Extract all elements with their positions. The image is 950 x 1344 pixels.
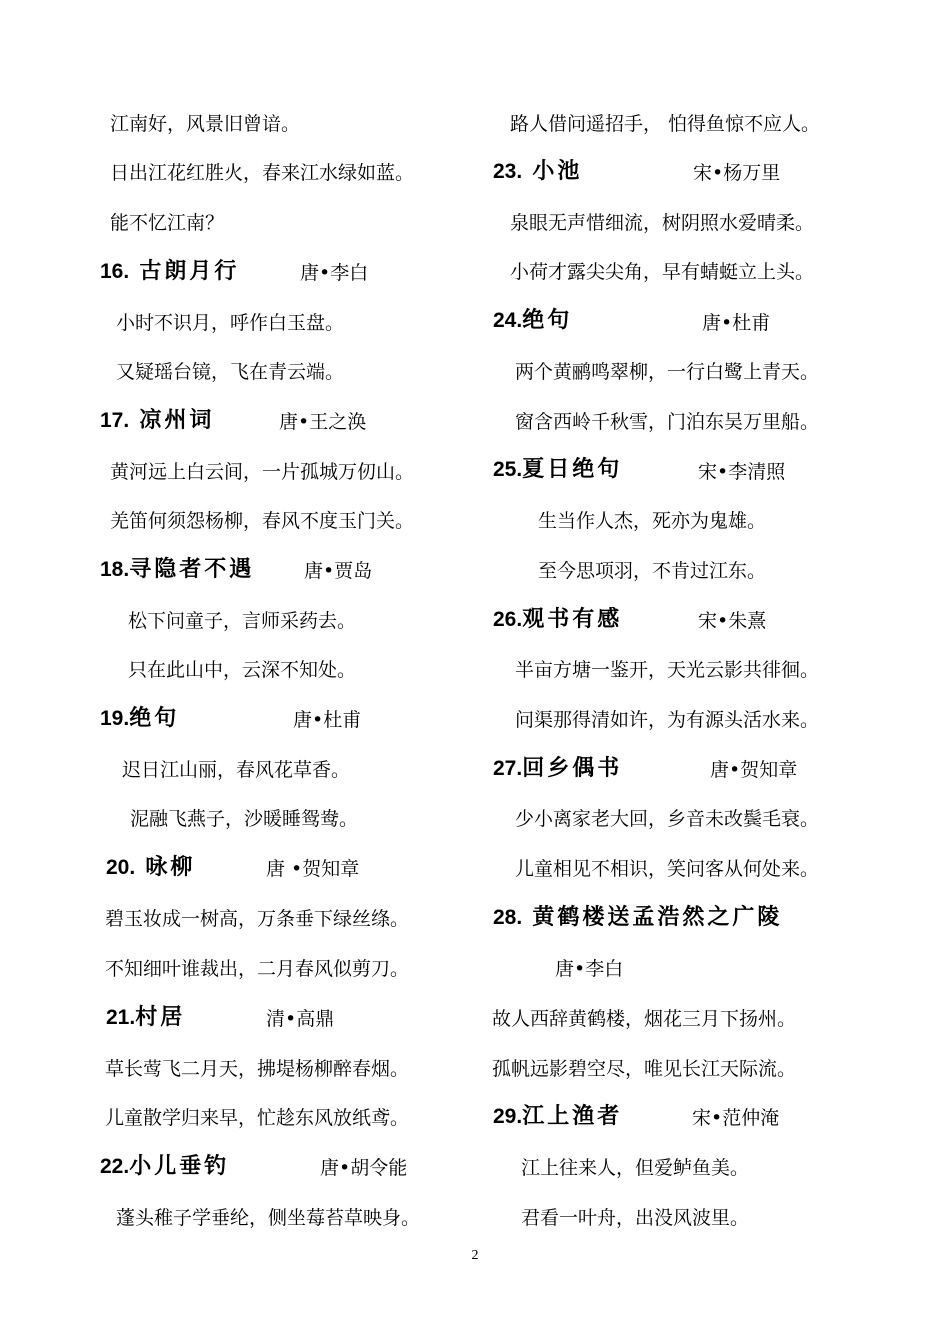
- poem-author: 清•高鼎: [266, 1008, 335, 1030]
- poem-number: 16.: [100, 260, 130, 283]
- poem-title: [493, 1102, 622, 1132]
- poem-title: [106, 1003, 185, 1033]
- poem-name: 咏柳: [145, 854, 196, 880]
- poem-name: 江上渔者: [522, 1103, 623, 1129]
- poem-line: 君看一叶舟，出没风波里。: [521, 1207, 750, 1229]
- poem-number: 21.: [106, 1006, 136, 1029]
- poem-number: 17.: [100, 409, 130, 432]
- poem-author: 宋•范仲淹: [692, 1107, 780, 1129]
- poem-author: 唐•贾岛: [304, 560, 373, 582]
- poem-line: 小时不识月，呼作白玉盘。: [116, 312, 345, 334]
- poem-author: 唐•杜甫: [293, 709, 362, 731]
- poem-line: 迟日江山丽，春风花草香。: [122, 759, 351, 781]
- poem-title: [493, 605, 622, 635]
- poem-number: 27.: [493, 757, 523, 780]
- poem-line: 松下问童子，言师采药去。: [128, 610, 357, 632]
- poem-author: 宋•杨万里: [693, 162, 781, 184]
- poem-line: 又疑瑶台镜，飞在青云端。: [116, 361, 345, 383]
- poem-title: [493, 903, 782, 933]
- poem-line: 故人西辞黄鹤楼，烟花三月下扬州。: [492, 1008, 797, 1030]
- poem-line: 小荷才露尖尖角，早有蜻蜓立上头。: [510, 261, 815, 283]
- poem-line: 儿童相见不相识，笑问客从何处来。: [515, 858, 820, 880]
- poem-line: 能不忆江南？: [110, 212, 225, 234]
- poem-title: [100, 704, 179, 734]
- poem-author: 唐•贺知章: [710, 759, 798, 781]
- poem-title: [493, 306, 572, 336]
- poem-author: 唐•李白: [555, 958, 624, 980]
- poem-title: [100, 406, 214, 436]
- poem-number: 26.: [493, 608, 523, 631]
- poem-line: 泉眼无声惜细流，树阴照水爱晴柔。: [510, 212, 815, 234]
- poem-author: 唐•杜甫: [702, 312, 771, 334]
- poem-line: 儿童散学归来早，忙趁东风放纸鸢。: [105, 1107, 410, 1129]
- poem-name: 寻隐者不遇: [129, 556, 255, 582]
- poem-line: 问渠那得清如许，为有源头活水来。: [515, 709, 820, 731]
- poem-title: [100, 257, 239, 287]
- poem-line: 半亩方塘一鉴开，天光云影共徘徊。: [515, 659, 820, 681]
- poem-number: 23.: [493, 160, 523, 183]
- poem-author: 唐 •贺知章: [266, 858, 360, 880]
- poem-name: 古朗月行: [139, 258, 240, 284]
- poem-name: 黄鹤楼送孟浩然之广陵: [532, 904, 783, 930]
- poem-name: 小儿垂钓: [129, 1153, 230, 1179]
- poem-author: 唐•李白: [300, 262, 369, 284]
- poem-number: 25.: [493, 458, 523, 481]
- poem-number: 22.: [100, 1155, 130, 1178]
- poem-title: [493, 455, 622, 485]
- poem-number: 29.: [493, 1105, 523, 1128]
- poem-line: 日出江花红胜火，春来江水绿如蓝。: [110, 162, 415, 184]
- poem-title: [493, 754, 622, 784]
- poem-line: 泥融飞燕子，沙暖睡鸳鸯。: [130, 808, 359, 830]
- poem-line: 蓬头稚子学垂纶，侧坐莓苔草映身。: [116, 1207, 421, 1229]
- poem-line: 草长莺飞二月天，拂堤杨柳醉春烟。: [105, 1058, 410, 1080]
- poem-name: 绝句: [129, 705, 180, 731]
- poem-author: 唐•王之涣: [279, 411, 367, 433]
- poem-line: 不知细叶谁裁出，二月春风似剪刀。: [105, 958, 410, 980]
- poem-number: 18.: [100, 558, 130, 581]
- poem-number: 24.: [493, 309, 523, 332]
- poem-line: 少小离家老大回，乡音未改鬓毛衰。: [515, 808, 820, 830]
- poem-line: 江南好，风景旧曾谙。: [110, 113, 301, 135]
- poem-line: 黄河远上白云间，一片孤城万仞山。: [110, 461, 415, 483]
- poem-title: [100, 1152, 229, 1182]
- poem-line: 窗含西岭千秋雪，门泊东吴万里船。: [515, 411, 820, 433]
- poem-line: 生当作人杰，死亦为鬼雄。: [538, 510, 767, 532]
- poem-title: [100, 555, 254, 585]
- page-number: 2: [471, 1248, 479, 1263]
- poem-line: 羌笛何须怨杨柳，春风不度玉门关。: [110, 510, 415, 532]
- poem-name: 夏日绝句: [522, 456, 623, 482]
- poem-line: 只在此山中，云深不知处。: [128, 659, 357, 681]
- poem-name: 村居: [135, 1004, 186, 1030]
- poem-number: 20.: [106, 856, 136, 879]
- poem-author: 宋•李清照: [698, 461, 786, 483]
- poem-line: 孤帆远影碧空尽，唯见长江天际流。: [492, 1058, 797, 1080]
- poem-title: [106, 853, 195, 883]
- poem-author: 唐•胡令能: [320, 1157, 408, 1179]
- poem-line: 碧玉妆成一树高，万条垂下绿丝绦。: [105, 908, 410, 930]
- poem-name: 绝句: [522, 307, 573, 333]
- poem-number: 19.: [100, 707, 130, 730]
- poem-number: 28.: [493, 906, 523, 929]
- poem-line: 路人借问遥招手， 怕得鱼惊不应人。: [510, 113, 821, 135]
- poem-line: 江上往来人，但爱鲈鱼美。: [521, 1157, 750, 1179]
- poem-line: 至今思项羽，不肯过江东。: [538, 560, 767, 582]
- poem-name: 小池: [532, 158, 583, 184]
- poem-author: 宋•朱熹: [698, 610, 767, 632]
- poem-title: [493, 157, 582, 187]
- poem-name: 回乡偶书: [522, 755, 623, 781]
- poem-line: 两个黄鹂鸣翠柳，一行白鹭上青天。: [515, 361, 820, 383]
- poem-name: 观书有感: [522, 606, 623, 632]
- poem-name: 凉州词: [139, 407, 215, 433]
